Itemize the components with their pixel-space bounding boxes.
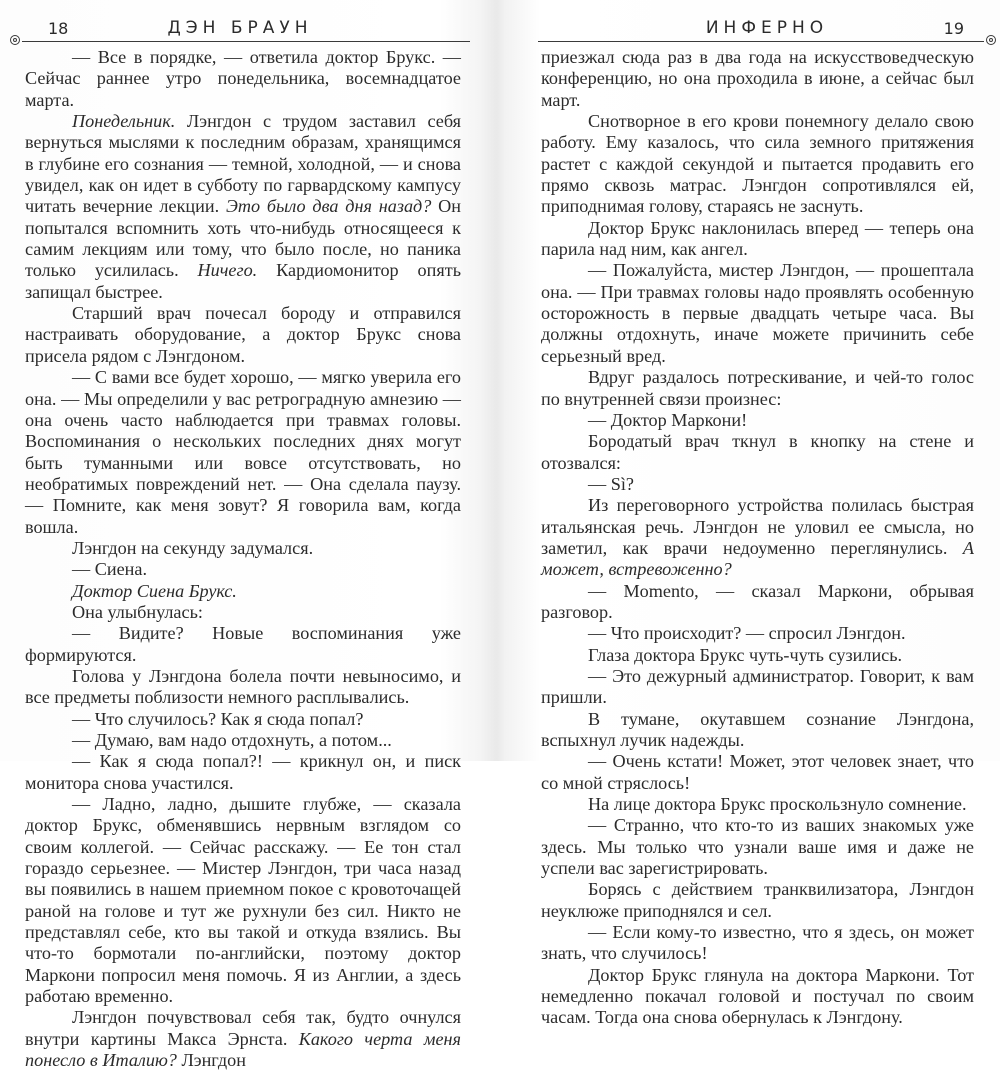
- paragraph: — Как я сюда попал?! — крикнул он, и писк монитора снова участился.: [25, 751, 461, 793]
- page-number: 19: [943, 19, 964, 38]
- paragraph: приезжал сюда раз в два года на искусствоведческую конференцию, но она проходила в июне, а сейчас был март.: [541, 47, 974, 110]
- left-page: [0, 0, 500, 1071]
- paragraph: Доктор Брукс глянула на доктора Маркони. Тот немедленно покачал головой и постучал по своим часам. Тогда она снова обернулась к Лэнгдону.: [541, 964, 974, 1028]
- paragraph: — Видите? Новые воспоминания уже формируются.: [25, 623, 461, 665]
- paragraph: Глаза доктора Брукс чуть-чуть сузились.: [588, 644, 903, 665]
- running-title-book: ИНФЕРНО: [705, 18, 829, 38]
- running-title-author: ДЭН БРАУН: [167, 18, 313, 38]
- paragraph: Голова у Лэнгдона болела почти невыносимо, и все предметы поблизости немного расплывались.: [25, 665, 461, 708]
- paragraph: Доктор Сиена Брукс.: [72, 580, 237, 601]
- page-body-text: [25, 47, 461, 1072]
- paragraph: — Все в порядке, — ответила доктор Брукс. — Сейчас раннее утро понедельника, восемнадцатое марта.: [25, 47, 461, 110]
- paragraph: Вдруг раздалось потрескивание, и чей-то голос по внутренней связи произнес:: [541, 367, 974, 409]
- paragraph: — Что происходит? — спросил Лэнгдон.: [588, 623, 906, 644]
- paragraph: — С вами все будет хорошо, — мягко уверила его она. — Мы определили у вас ретроградную амнезию — она очень часто наблюдается при травмах головы. Воспоминания о нескольких последних днях могут быть туманными или вовсе отсутствовать, но необратимых повреждений нет. — Она сделала паузу. — Помните, как меня зовут? Я говорила вам, когда вошла.: [25, 367, 461, 537]
- paragraph: — Sì?: [588, 473, 634, 494]
- paragraph: Борясь с действием транквилизатора, Лэнгдон неуклюже приподнялся и сел.: [541, 879, 974, 921]
- paragraph: — Это дежурный администратор. Говорит, к вам пришли.: [541, 665, 974, 708]
- paragraph: Снотворное в его крови понемногу делало свою работу. Ему казалось, что сила земного притяжения растет с каждой секундой и пытается продавить его прямо сквозь матрас. Лэнгдон сопротивлялся ей, приподнимая голову, стараясь не заснуть.: [541, 111, 974, 217]
- page-body-text: [541, 47, 974, 1029]
- right-page: [500, 0, 1000, 1028]
- paragraph: — Очень кстати! Может, этот человек знает, что со мной стряслось!: [541, 751, 974, 793]
- paragraph: — Если кому-то известно, что я здесь, он может знать, что случилось!: [541, 922, 974, 964]
- paragraph: — Сиена.: [72, 559, 148, 580]
- paragraph: Понедельник. Лэнгдон с трудом заставил себя вернуться мыслями к последним образам, хранящимся в глубине его сознания — темной, холодной, — и снова увидел, как он идет в субботу по гарвардскому кампусу читать вечерние лекции. Это было два дня назад? Он попытался вспомнить хоть что-нибудь относящееся к самим лекциям или тому, что было после, но паника только усилилась. Ничего. Кардиомонитор опять запищал быстрее.: [25, 111, 462, 302]
- paragraph: Бородатый врач ткнул в кнопку на стене и отозвался:: [541, 431, 974, 473]
- paragraph: Она улыбнулась:: [72, 601, 203, 622]
- paragraph: Из переговорного устройства полилась быстрая итальянская речь. Лэнгдон не уловил ее смысла, но заметил, как врачи недоуменно переглянулись. А может, встревоженно?: [541, 495, 974, 580]
- header-rule: [22, 41, 470, 42]
- paragraph: Доктор Брукс наклонилась вперед — теперь она парила над ним, как ангел.: [541, 217, 974, 260]
- paragraph: Старший врач почесал бороду и отправился настраивать оборудование, а доктор Брукс снова присела рядом с Лэнгдоном.: [25, 303, 461, 366]
- paragraph: — Странно, что кто-то из ваших знакомых уже здесь. Мы только что узнали ваше имя и даже не успели вас зарегистрировать.: [541, 815, 974, 879]
- paragraph: — Доктор Маркони!: [588, 409, 748, 430]
- paragraph: — Пожалуйста, мистер Лэнгдон, — прошептала она. — При травмах головы надо проявлять особенную осторожность в первые двадцать четыре часа. Вы должны отдохнуть, иначе можете причинить себе серьезный вред.: [541, 260, 974, 366]
- page-number: 18: [48, 19, 69, 38]
- paragraph: — Ладно, ладно, дышите глубже, — сказала доктор Брукс, обменявшись нервным взглядом со своим коллегой. — Сейчас расскажу. — Ее тон стал гораздо серьезнее. — Мистер Лэнгдон, три часа назад вы появились в нашем приемном покое с кровоточащей раной на голове и тут же рухнули без сил. Никто не представлял себе, кто вы такой и откуда взялись. Вы что-то бормотали по-английски, поэтому доктор Маркони попросил меня помочь. Я из Англии, а здесь работаю временно.: [25, 794, 461, 1007]
- page-header: [10, 18, 470, 48]
- paragraph: — Что случилось? Как я сюда попал?: [72, 708, 364, 729]
- paragraph: — Думаю, вам надо отдохнуть, а потом...: [72, 730, 392, 750]
- paragraph: Лэнгдон почувствовал себя так, будто очнулся внутри картины Макса Эрнста. Какого черта меня понесло в Италию? Лэнгдон: [25, 1007, 461, 1071]
- paragraph: На лице доктора Брукс проскользнуло сомнение.: [588, 794, 967, 815]
- paragraph: — Momento, — сказал Маркони, обрывая разговор.: [541, 580, 974, 622]
- paragraph: В тумане, окутавшем сознание Лэнгдона, вспыхнул лучик надежды.: [541, 708, 974, 750]
- header-rule: [538, 41, 984, 42]
- paragraph: Лэнгдон на секунду задумался.: [72, 537, 314, 558]
- page-header: [538, 18, 996, 48]
